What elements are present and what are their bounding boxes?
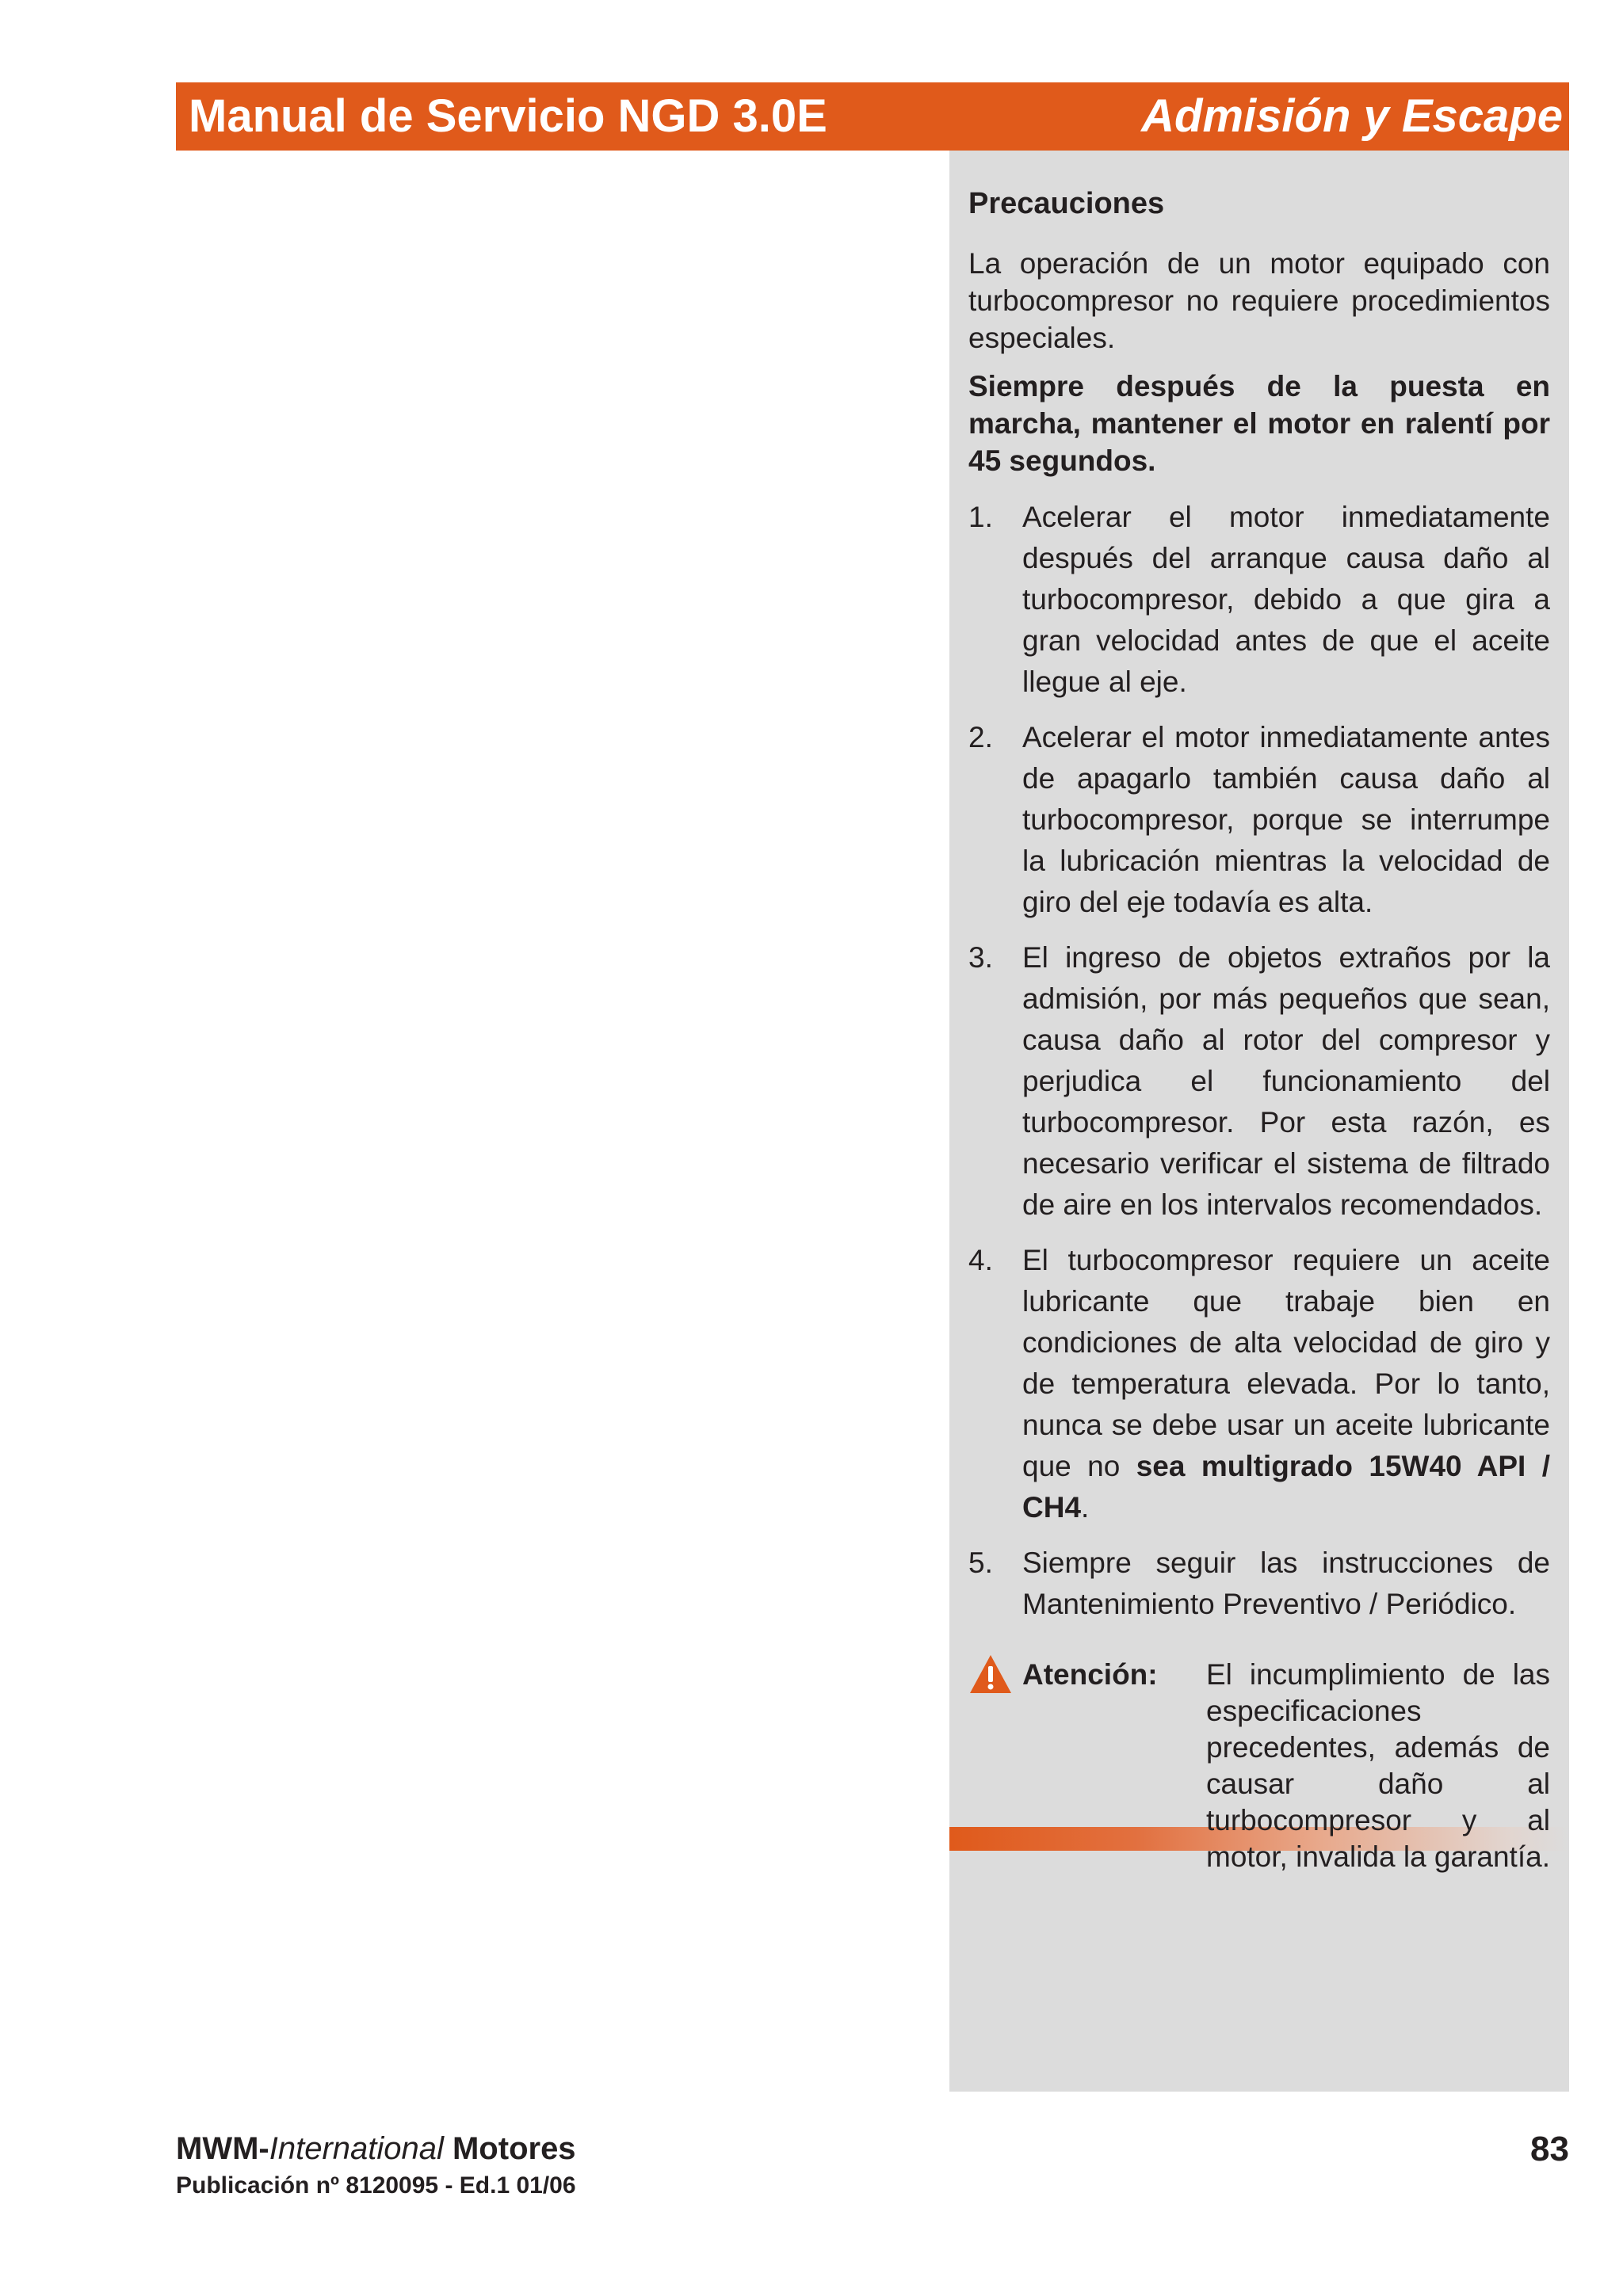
section-title: Precauciones (968, 187, 1165, 220)
list-text: Acelerar el motor inmediatamente antes de apagarlo también causa daño al turbocompresor, porque se interrumpe la lubricación mientras la velocidad de giro del eje todavía es alta. (1022, 721, 1550, 918)
list-text-start: El turbocompresor requiere un aceite lubricante que trabaje bien en condiciones de alta velocidad de giro y de temperatura elevada. Por lo tanto, nunca se debe usar un aceite lubricante que no (1022, 1244, 1550, 1482)
list-item (968, 717, 1550, 923)
bold-note: Siempre después de la puesta en marcha, mantener el motor en ralentí por 45 segundos. (968, 370, 1550, 477)
precautions-section (968, 185, 1550, 1875)
attention-text: El incumplimiento de las especificaciones precedentes, además de causar daño al turbocompresor y al motor, invalida la garantía. (1206, 1658, 1550, 1873)
oil-spec: sea multigrado 15W40 API / CH4 (1022, 1450, 1550, 1524)
precautions-list (968, 497, 1550, 1625)
attention-label: Atención: (1022, 1658, 1158, 1691)
list-item (968, 497, 1550, 703)
footer-brand (176, 2131, 576, 2167)
chapter-title: Admisión y Escape (1141, 90, 1563, 142)
list-text-end: . (1081, 1491, 1090, 1524)
intro-paragraph: La operación de un motor equipado con turbocompresor no requiere procedimientos especiales. (968, 247, 1550, 354)
brand-suffix: Motores (443, 2131, 576, 2166)
list-number: 2. (968, 721, 993, 753)
page-number: 83 (1530, 2130, 1569, 2168)
list-item (968, 1240, 1550, 1528)
header-bar (176, 82, 1569, 151)
list-number: 1. (968, 501, 993, 533)
list-number: 3. (968, 941, 993, 974)
list-number: 4. (968, 1244, 993, 1276)
list-text: Siempre seguir las instrucciones de Mantenimiento Preventivo / Periódico. (1022, 1547, 1550, 1620)
brand-prefix: MWM- (176, 2131, 269, 2166)
list-item (968, 1543, 1550, 1625)
brand-italic: International (269, 2131, 444, 2166)
list-text: Acelerar el motor inmediatamente después del arranque causa daño al turbocompresor, debido a que gira a gran velocidad antes de que el aceite llegue al eje. (1022, 501, 1550, 698)
list-text: El ingreso de objetos extraños por la admisión, por más pequeños que sean, causa daño al rotor del compresor y perjudica el funcionamiento del turbocompresor. Por esta razón, es necesario verificar el sistema de filtrado de aire en los intervalos recomendados. (1022, 941, 1550, 1221)
list-item (968, 937, 1550, 1226)
manual-title: Manual de Servicio NGD 3.0E (189, 90, 827, 142)
list-text (1022, 1240, 1550, 1528)
attention-note (968, 1657, 1550, 1875)
warning-triangle-icon (968, 1653, 1013, 1872)
list-number: 5. (968, 1547, 993, 1579)
publication-number: Publicación nº 8120095 - Ed.1 01/06 (176, 2172, 576, 2199)
